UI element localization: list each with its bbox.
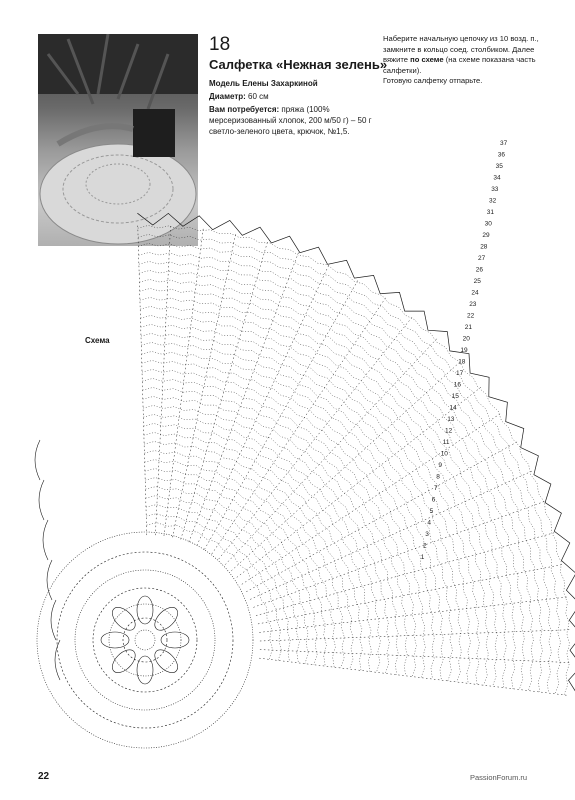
row-number-label: 18 [458, 358, 466, 366]
chart-row [143, 406, 389, 674]
row-number-label: 30 [484, 220, 492, 228]
motif-ring [123, 618, 167, 662]
motif-petal [137, 656, 153, 684]
chart-row [139, 271, 524, 690]
motif-petal [101, 632, 129, 648]
diameter-label: Диаметр: [209, 92, 246, 101]
chart-row [145, 460, 336, 668]
pattern-number: 18 [209, 34, 231, 55]
chart-row [139, 253, 543, 693]
chart-row [144, 442, 353, 670]
row-number-label: 10 [440, 450, 448, 458]
diameter-line [209, 91, 374, 102]
motif-petal [161, 632, 189, 648]
chart-row [143, 388, 408, 676]
row-number-label: 23 [469, 301, 477, 308]
materials-label: Вам потребуется: [209, 105, 280, 114]
row-number-label: 27 [478, 255, 486, 262]
chart-row [142, 379, 416, 677]
chart-left-scallop [43, 520, 48, 560]
chart-outer-edge [137, 213, 575, 697]
chart-row [138, 226, 570, 695]
chart-row [146, 514, 281, 661]
row-number-label: 37 [500, 140, 508, 147]
motif-ring [109, 604, 181, 676]
pattern-title: Салфетка «Нежная зелень» [209, 57, 388, 72]
chart-spoke [253, 501, 544, 607]
chart-spoke [172, 234, 235, 537]
motif-petal [108, 646, 139, 677]
chart-row [138, 244, 551, 694]
chart-spoke [260, 630, 570, 641]
chart-row [140, 289, 507, 688]
row-number-label: 12 [445, 427, 453, 435]
row-number-label: 15 [451, 393, 459, 400]
chart-row [147, 523, 273, 660]
chart-row [141, 325, 471, 684]
chart-spoke [212, 297, 386, 554]
row-number-label: 34 [493, 174, 501, 182]
row-number-label: 26 [475, 266, 484, 274]
diameter-value: 60 см [248, 92, 269, 101]
chart-row [142, 361, 435, 680]
motif-petal [137, 596, 153, 624]
row-number-label: 21 [464, 324, 473, 331]
instruction-paragraph-1 [383, 34, 558, 76]
row-number-label: 35 [495, 163, 503, 170]
row-number-label: 29 [482, 232, 490, 239]
page-number: 22 [38, 771, 50, 782]
chart-row [141, 334, 461, 683]
motif-ring [75, 570, 215, 710]
chart-spoke [259, 658, 567, 695]
materials-text: пряжа (100% мерсеризованный хлопок, 200 м/50 г) – 50 г светло-зеленого цвета, крючок, №1,5. [209, 105, 372, 136]
row-number-label: 17 [456, 370, 464, 377]
chart-left-scallop [39, 480, 44, 520]
chart-row [140, 298, 498, 687]
chart-row [140, 307, 488, 686]
row-number-label: 28 [480, 243, 488, 251]
chart-left-scallop [47, 560, 52, 600]
chart-row [145, 469, 327, 666]
chart-spoke [231, 362, 460, 571]
row-number-label: 5 [429, 508, 434, 515]
chart-spoke [197, 265, 329, 545]
chart-left-scallop [35, 440, 40, 480]
chart-row [139, 262, 534, 691]
row-number-label: 3 [425, 531, 429, 538]
chart-row [139, 280, 515, 689]
row-number-label: 36 [497, 151, 506, 159]
chart-spoke [256, 533, 555, 616]
chart-spoke [164, 228, 203, 535]
chart-row [141, 316, 480, 685]
chart-left-scallop [55, 640, 60, 680]
row-number-label: 31 [486, 209, 495, 216]
chart-row [144, 451, 344, 668]
motif-petal [108, 603, 139, 634]
chart-spoke [219, 317, 413, 559]
chart-left-scallop [51, 600, 56, 640]
row-number-label: 13 [447, 416, 455, 423]
instruction-text: Наберите начальную цепочку из 10 возд. п., замкните в кольцо соед. столбиком. Далее вяжите [383, 34, 539, 64]
chart-row [145, 487, 308, 664]
chart-row [146, 496, 300, 663]
chart-row [145, 478, 317, 665]
chart-spoke [258, 565, 562, 624]
row-number-label: 1 [420, 554, 425, 561]
row-number-label: 33 [491, 186, 499, 193]
row-number-label: 11 [442, 439, 450, 446]
chart-row [138, 235, 560, 694]
row-number-label: 7 [434, 485, 438, 492]
chart-spoke [155, 226, 170, 536]
row-number-label: 25 [473, 278, 481, 285]
watermark: PassionForum.ru [470, 773, 528, 782]
chart-row [144, 424, 372, 672]
row-number-label: 14 [449, 404, 457, 412]
row-number-label: 24 [471, 289, 479, 297]
chart-spoke [189, 252, 299, 542]
row-number-label: 16 [453, 381, 462, 389]
motif-ring [37, 532, 253, 748]
row-number-label: 19 [460, 347, 468, 354]
row-number-label: 20 [462, 335, 470, 343]
instruction-text-end: (на схеме показана часть салфетки). [383, 55, 536, 75]
model-author: Модель Елены Захаркиной [209, 79, 318, 88]
row-number-label: 4 [427, 519, 432, 527]
instruction-emphasis: по схеме [410, 55, 444, 64]
schema-label: Схема [85, 336, 110, 345]
motif-ring [93, 588, 197, 692]
motif-petal [151, 603, 182, 634]
instructions [383, 34, 558, 87]
instruction-paragraph-2: Готовую салфетку отпарьте. [383, 76, 483, 85]
row-number-label: 8 [436, 473, 440, 481]
motif-ring [135, 630, 155, 650]
row-number-label: 2 [423, 542, 427, 550]
row-number-label: 22 [467, 312, 475, 320]
motif-petal [151, 646, 182, 677]
crochet-chart [0, 110, 575, 770]
row-number-label: 6 [431, 496, 436, 504]
chart-row [143, 415, 380, 673]
row-number-label: 32 [489, 197, 497, 205]
chart-row [142, 370, 426, 678]
row-number-label: 9 [438, 462, 443, 469]
chart-spoke [250, 471, 532, 599]
motif-ring [57, 552, 233, 728]
